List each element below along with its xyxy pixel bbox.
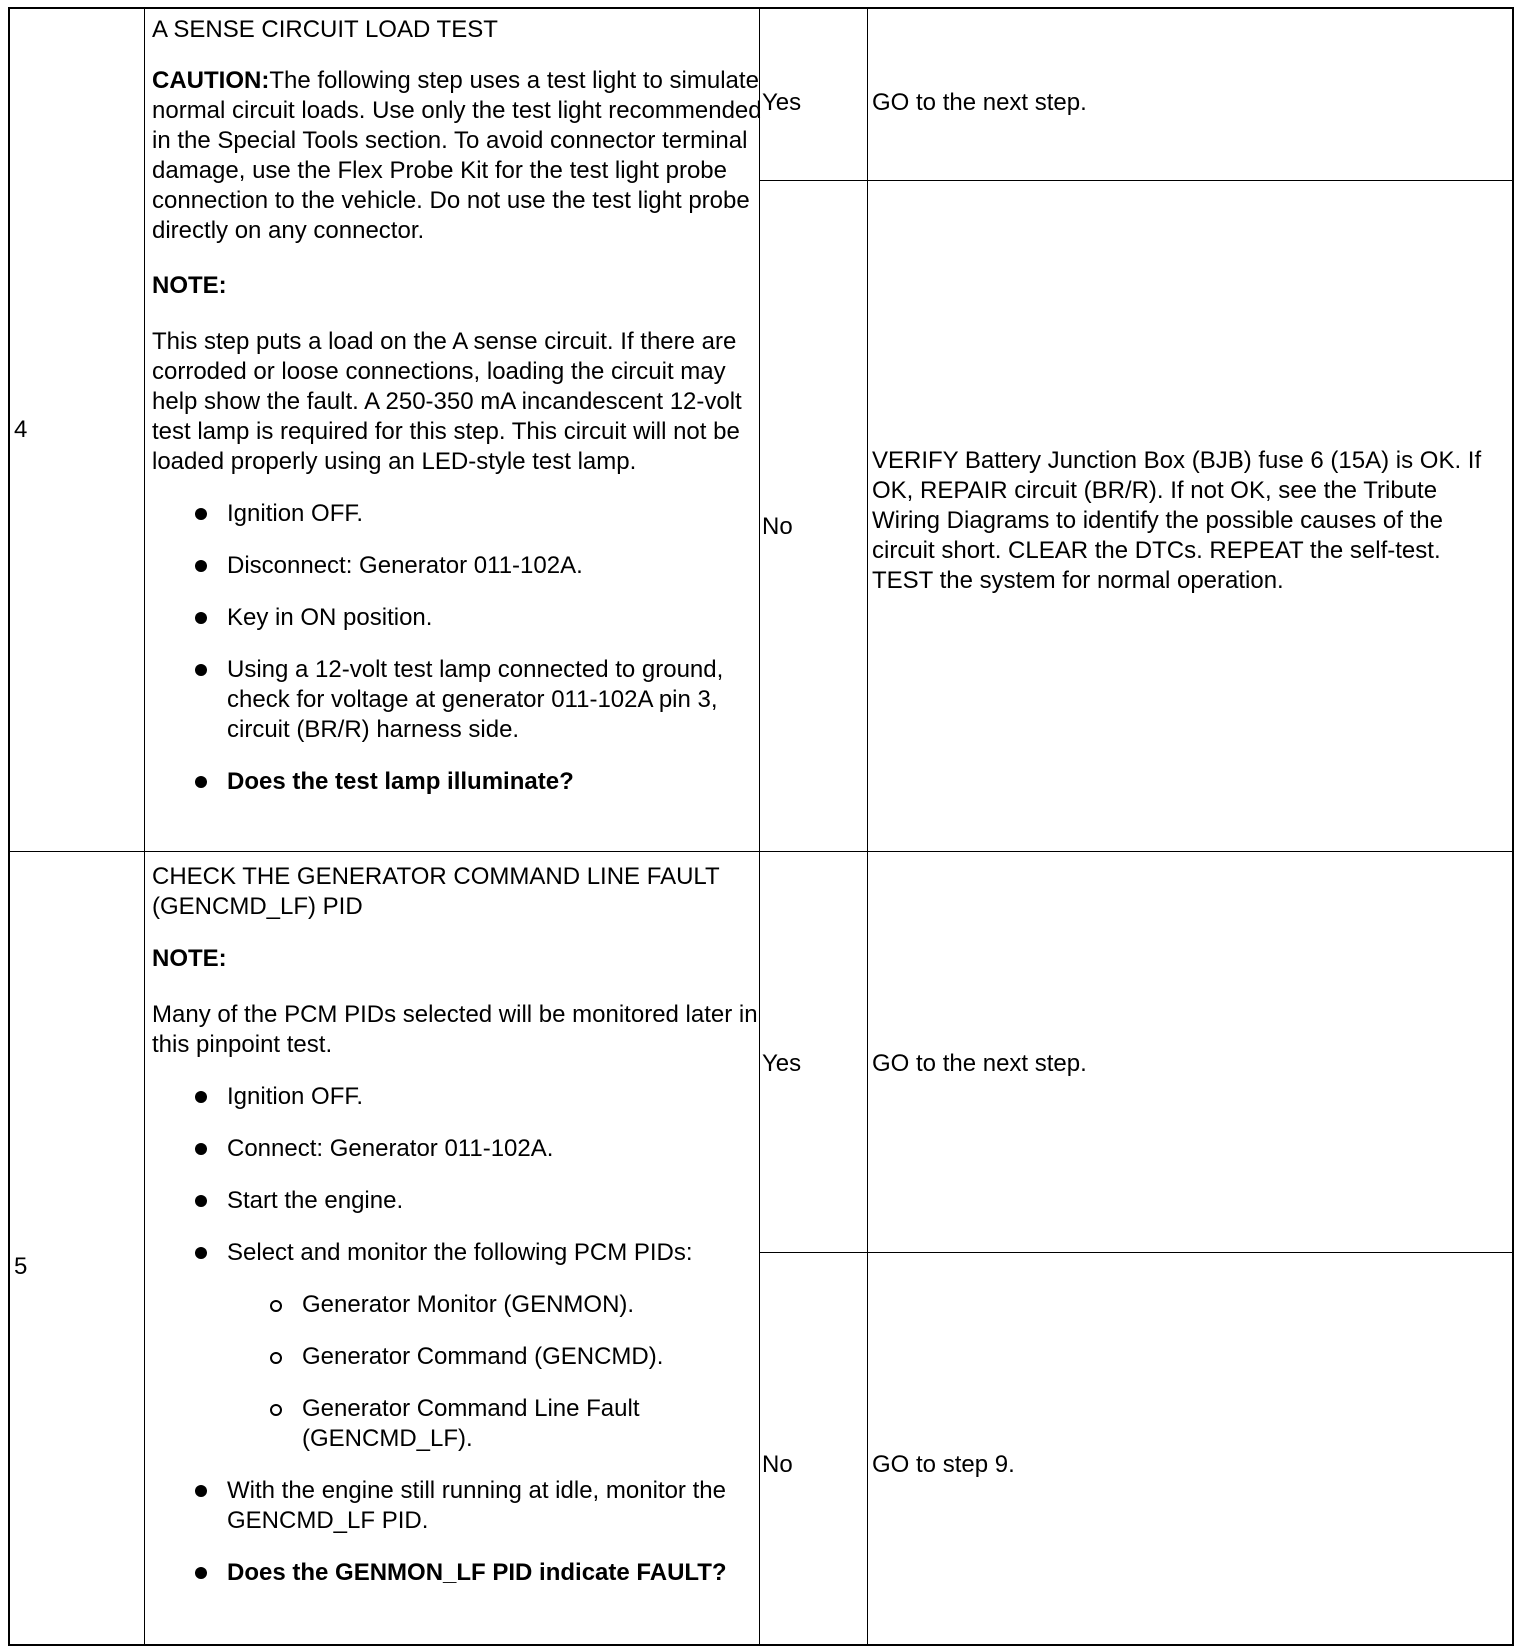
list-item: Disconnect: Generator 011-102A. <box>152 551 762 581</box>
sub-list-item: Generator Command Line Fault (GENCMD_LF). <box>152 1394 762 1454</box>
caution-label: CAUTION: <box>152 67 270 94</box>
step5-bullet-list-continued <box>152 1476 762 1588</box>
step5-bullet-list <box>152 1082 762 1268</box>
row-divider-step4-step5 <box>10 851 1512 852</box>
answer-no: No <box>762 513 793 540</box>
list-item: Ignition OFF. <box>152 499 762 529</box>
result-no: VERIFY Battery Junction Box (BJB) fuse 6 (15A) is OK. If OK, REPAIR circuit (BR/R). If not OK, see the Tribute Wiring Diagrams to identify the possible causes of the circuit short. CLEAR the DTCs. REPEAT the self-test. TEST the system for normal operation. <box>872 447 1482 594</box>
step-title: A SENSE CIRCUIT LOAD TEST <box>152 16 498 43</box>
answer-yes: Yes <box>762 89 802 116</box>
step-title: CHECK THE GENERATOR COMMAND LINE FAULT (GENCMD_LF) PID <box>152 863 720 920</box>
note-label: NOTE: <box>152 272 227 299</box>
result-no: GO to step 9. <box>872 1451 1015 1478</box>
row-divider-step4-yes-no <box>759 180 1512 181</box>
note-text: Many of the PCM PIDs selected will be monitored later in this pinpoint test. <box>152 1001 758 1058</box>
list-item: Ignition OFF. <box>152 1082 762 1112</box>
step-number: 5 <box>14 1253 28 1280</box>
step4-description <box>152 15 762 797</box>
column-divider-step <box>144 9 145 1644</box>
list-item: Select and monitor the following PCM PIDs: <box>152 1238 762 1268</box>
caution-paragraph <box>152 66 762 246</box>
pinpoint-test-table <box>8 7 1514 1646</box>
step5-description <box>152 862 762 1588</box>
pid-sub-list <box>152 1290 762 1454</box>
sub-list-item: Generator Monitor (GENMON). <box>152 1290 762 1320</box>
row-divider-step5-yes-no <box>759 1252 1512 1253</box>
answer-no: No <box>762 1451 793 1478</box>
caution-text: The following step uses a test light to simulate normal circuit loads. Use only the test light recommended in the Special Tools section. To avoid connector terminal damage, use the Flex Probe Kit for the test light probe connection to the vehicle. Do not use the test light probe directly on any connector. <box>152 67 762 244</box>
question-item: Does the GENMON_LF PID indicate FAULT? <box>152 1558 762 1588</box>
list-item: Start the engine. <box>152 1186 762 1216</box>
list-item: With the engine still running at idle, monitor the GENCMD_LF PID. <box>152 1476 762 1536</box>
note-text: This step puts a load on the A sense circuit. If there are corroded or loose connections, loading the circuit may help show the fault. A 250-350 mA incandescent 12-volt test lamp is required for this step. This circuit will not be loaded properly using an LED-style test lamp. <box>152 328 742 475</box>
sub-list-item: Generator Command (GENCMD). <box>152 1342 762 1372</box>
step4-bullet-list <box>152 499 762 797</box>
column-divider-result <box>867 9 868 1644</box>
step-number: 4 <box>14 416 28 443</box>
answer-yes: Yes <box>762 1050 802 1077</box>
result-yes: GO to the next step. <box>872 89 1087 116</box>
result-yes: GO to the next step. <box>872 1050 1087 1077</box>
list-item: Using a 12-volt test lamp connected to ground, check for voltage at generator 011-102A pin 3, circuit (BR/R) harness side. <box>152 655 762 745</box>
note-label: NOTE: <box>152 945 227 972</box>
list-item: Key in ON position. <box>152 603 762 633</box>
list-item: Connect: Generator 011-102A. <box>152 1134 762 1164</box>
question-item: Does the test lamp illuminate? <box>152 767 762 797</box>
